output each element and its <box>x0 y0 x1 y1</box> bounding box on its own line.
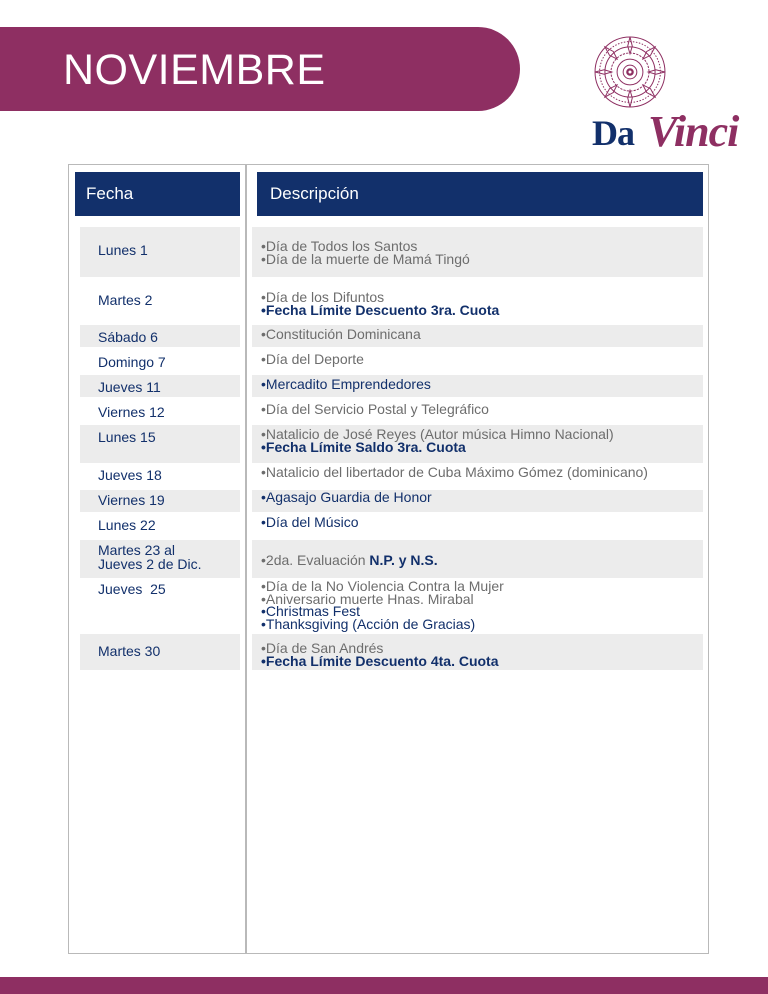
row-date: Lunes 15 <box>98 429 156 445</box>
table-row <box>0 350 768 372</box>
davinci-logo <box>588 30 739 156</box>
table-row <box>0 227 768 277</box>
table-row <box>0 400 768 422</box>
table-row <box>0 465 768 487</box>
row-date: Viernes 12 <box>98 404 165 420</box>
row-date: Jueves 25 <box>98 581 166 597</box>
table-row <box>0 579 768 631</box>
row-date: Martes 30 <box>98 643 161 659</box>
row-description: •Día de Todos los Santos •Día de la muerte de Mamá Tingó <box>261 238 470 267</box>
row-date: Sábado 6 <box>98 329 158 345</box>
row-description: •Natalicio del libertador de Cuba Máximo Gómez (dominicano) <box>261 464 648 480</box>
row-date: Jueves 18 <box>98 467 162 483</box>
row-description: •Agasajo Guardia de Honor <box>261 489 432 505</box>
logo-word-vinci: Vinci <box>648 107 739 156</box>
row-date: Lunes 22 <box>98 517 156 533</box>
row-description: •Día de la No Violencia Contra la Mujer •Aniversario muerte Hnas. Mirabal •Christmas Fest •Thanksgiving (Acción de Gracias) <box>261 578 504 632</box>
row-description: •Natalicio de José Reyes (Autor música Himno Nacional) •Fecha Límite Saldo 3ra. Cuota <box>261 426 614 455</box>
row-description: •2da. Evaluación N.P. y N.S. <box>261 552 438 568</box>
row-description: •Día de San Andrés •Fecha Límite Descuento 4ta. Cuota <box>261 640 499 669</box>
table-row <box>0 515 768 537</box>
row-description: •Día del Deporte <box>261 351 364 367</box>
month-title: NOVIEMBRE <box>63 46 326 94</box>
row-date: Domingo 7 <box>98 354 166 370</box>
logo-wordmark <box>592 107 739 156</box>
row-date: Viernes 19 <box>98 492 165 508</box>
logo-word-da: Da <box>592 113 634 153</box>
table-row <box>0 375 768 397</box>
mandala-icon <box>592 34 668 110</box>
header-fecha: Fecha <box>75 172 240 216</box>
row-date: Jueves 11 <box>98 379 161 395</box>
table-row <box>0 281 768 321</box>
row-description: •Día del Músico <box>261 514 359 530</box>
table-row <box>0 325 768 347</box>
table-row <box>0 425 768 463</box>
row-description: •Día del Servicio Postal y Telegráfico <box>261 401 489 417</box>
row-description: •Día de los Difuntos •Fecha Límite Descuento 3ra. Cuota <box>261 289 500 318</box>
table-row <box>0 634 768 670</box>
table-row <box>0 490 768 512</box>
row-description: •Constitución Dominicana <box>261 326 421 342</box>
table-row <box>0 540 768 578</box>
row-date: Martes 23 al Jueves 2 de Dic. <box>98 542 202 572</box>
row-date: Lunes 1 <box>98 242 148 258</box>
row-date: Martes 2 <box>98 292 153 308</box>
bottom-bar <box>0 977 768 994</box>
row-description: •Mercadito Emprendedores <box>261 376 431 392</box>
header-descripcion: Descripción <box>257 172 703 216</box>
